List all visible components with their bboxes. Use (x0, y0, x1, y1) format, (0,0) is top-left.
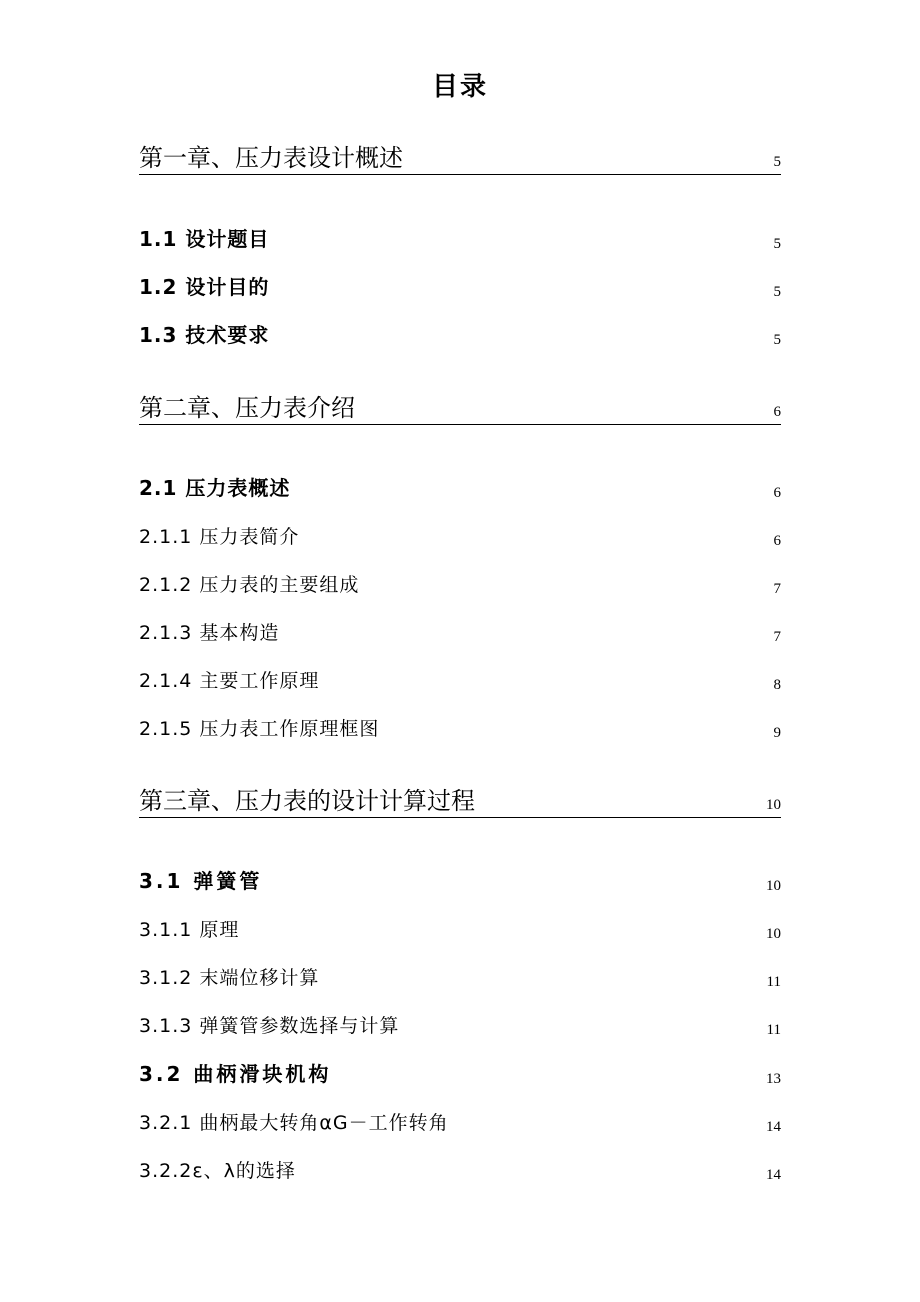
toc-section-1-1[interactable] (139, 224, 781, 252)
toc-section-2-1[interactable] (139, 473, 781, 501)
toc-entry-label: 第二章、压力表介绍 (139, 394, 355, 422)
toc-subsection-2-1-2[interactable] (139, 569, 781, 597)
toc-entry-label: 3.1.3 弹簧管参数选择与计算 (139, 1015, 400, 1037)
toc-entry-label: 1.1 设计题目 (139, 227, 270, 251)
toc-section-1-2[interactable] (139, 272, 781, 300)
toc-entry-label: 1.3 技术要求 (139, 323, 270, 347)
toc-section-1-3[interactable] (139, 320, 781, 348)
toc-entry-label: 3.2 曲柄滑块机构 (139, 1062, 332, 1086)
toc-entry-page: 10 (766, 926, 781, 942)
toc-entry-page: 6 (773, 533, 781, 549)
toc-entry-page: 7 (773, 629, 781, 645)
toc-entry-label: 3.1.1 原理 (139, 919, 240, 941)
toc-entry-page: 5 (773, 154, 781, 170)
toc-chapter-1[interactable] (139, 142, 781, 175)
toc-entry-label: 3.1.2 末端位移计算 (139, 967, 320, 989)
toc-subsection-2-1-3[interactable] (139, 617, 781, 645)
toc-subsection-3-1-1[interactable] (139, 914, 781, 942)
toc-subsection-3-2-1[interactable] (139, 1107, 781, 1135)
toc-entry-label: 2.1.1 压力表简介 (139, 526, 300, 548)
toc-entry-page: 13 (766, 1071, 781, 1087)
toc-subsection-2-1-5[interactable] (139, 713, 781, 741)
toc-entry-label: 2.1 压力表概述 (139, 476, 291, 500)
toc-chapter-2[interactable] (139, 392, 781, 425)
toc-entry-label: 3.1 弹簧管 (139, 869, 263, 893)
toc-section-3-1[interactable] (139, 866, 781, 894)
toc-entry-page: 6 (773, 404, 781, 420)
toc-entry-label: 2.1.2 压力表的主要组成 (139, 574, 360, 596)
toc-entry-page: 10 (766, 878, 781, 894)
toc-chapter-3[interactable] (139, 785, 781, 818)
toc-entry-label: 1.2 设计目的 (139, 275, 270, 299)
toc-subsection-3-1-2[interactable] (139, 962, 781, 990)
toc-subsection-2-1-4[interactable] (139, 665, 781, 693)
toc-entry-page: 10 (766, 797, 781, 813)
toc-entry-label: 2.1.5 压力表工作原理框图 (139, 718, 380, 740)
toc-entry-label: 第三章、压力表的设计计算过程 (139, 787, 475, 815)
toc-entry-label: 第一章、压力表设计概述 (139, 144, 403, 172)
toc-entry-page: 9 (773, 725, 781, 741)
toc-subsection-2-1-1[interactable] (139, 521, 781, 549)
toc-entry-page: 7 (773, 581, 781, 597)
toc-entry-page: 6 (773, 485, 781, 501)
page-title: 目录 (431, 72, 488, 102)
toc-entry-page: 14 (766, 1119, 781, 1135)
toc-entry-label: 2.1.4 主要工作原理 (139, 670, 320, 692)
toc-subsection-3-2-2[interactable] (139, 1155, 781, 1183)
toc-section-3-2[interactable] (139, 1059, 781, 1087)
toc-entry-page: 8 (773, 677, 781, 693)
toc-entry-page: 5 (773, 332, 781, 348)
toc-entry-page: 5 (773, 236, 781, 252)
toc-entry-label: 3.2.1 曲柄最大转角αG－工作转角 (139, 1112, 449, 1134)
toc-entry-label: 2.1.3 基本构造 (139, 622, 280, 644)
toc-entry-page: 14 (766, 1167, 781, 1183)
toc-entry-page: 11 (766, 1022, 781, 1038)
toc-subsection-3-1-3[interactable] (139, 1010, 781, 1038)
toc-entry-label: 3.2.2ε、λ的选择 (139, 1160, 296, 1182)
toc-entry-page: 5 (773, 284, 781, 300)
toc-entry-page: 11 (766, 974, 781, 990)
